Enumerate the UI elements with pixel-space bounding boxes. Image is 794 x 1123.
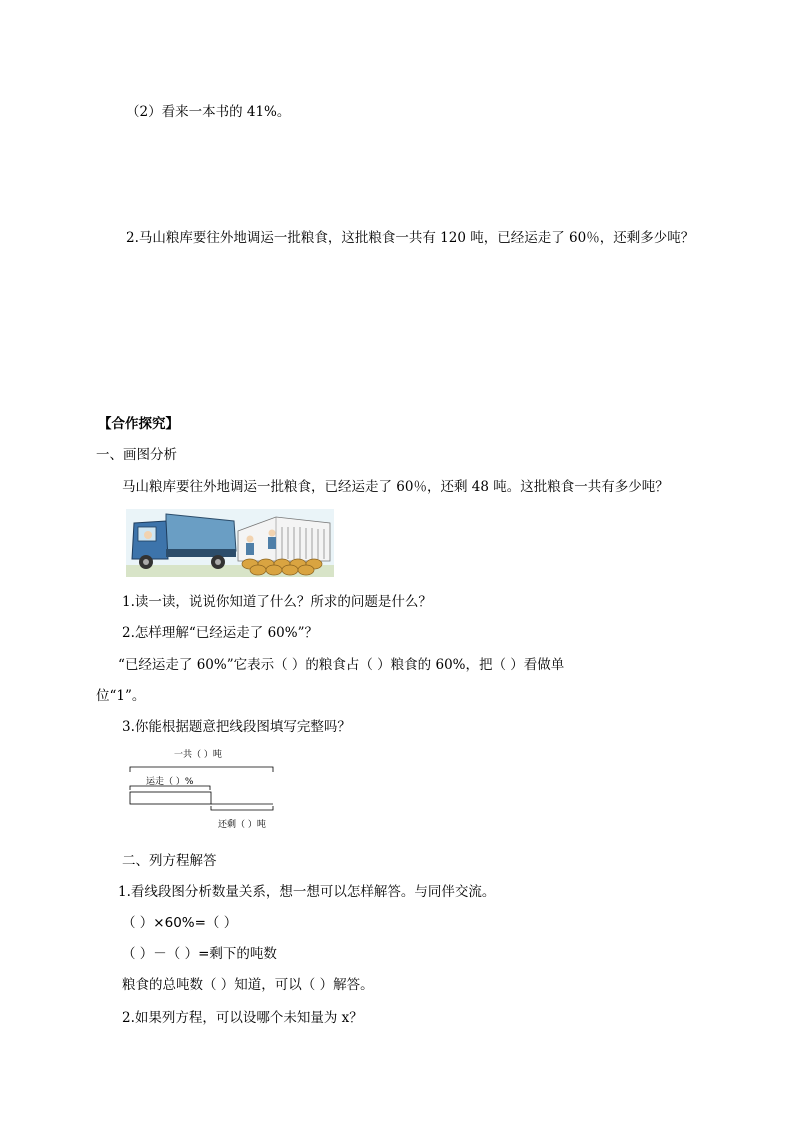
part-2-title: 二、列方程解答 [122,853,217,869]
truck-warehouse-illustration [126,509,334,577]
item-2-text: （2）看来一本书的 41%。 [126,104,291,120]
diagram-total-label: 一共（ ）吨 [174,750,222,760]
diagram-moved-label: 运走（ ）% [146,777,194,787]
diagram-remain-label: 还剩（ ）吨 [218,820,266,830]
equation-2: （ ）－（ ）=剩下的吨数 [122,946,277,962]
question-2-fill-line-1: “已经运走了 60%”它表示（ ）的粮食占（ ）粮食的 60%，把（ ）看做单 [118,657,565,673]
segment-diagram [126,748,286,838]
question-1: 1.读一读，说说你知道了什么？所求的问题是什么？ [122,594,432,610]
part-2-question-2: 2.如果列方程，可以设哪个未知量为 x？ [122,1010,363,1026]
question-3: 3.你能根据题意把线段图填写完整吗？ [122,719,351,735]
question-2-fill-line-2: 位“1”。 [96,688,146,704]
equation-1: （ ）×60%=（ ） [122,915,238,931]
problem-2-text: 2.马山粮库要往外地调运一批粮食，这批粮食一共有 120 吨，已经运走了 60％，还剩多少吨？ [126,230,695,246]
section-heading: 【合作探究】 [98,416,179,432]
part-1-title: 一、画图分析 [96,447,177,463]
part-2-question-1: 1.看线段图分析数量关系，想一想可以怎样解答。与同伴交流。 [118,884,496,900]
equation-3: 粮食的总吨数（ ）知道，可以（ ）解答。 [122,977,374,993]
question-2: 2.怎样理解“已经运走了 60%”？ [122,625,318,641]
explore-problem: 马山粮库要往外地调运一批粮食，已经运走了 60％，还剩 48 吨。这批粮食一共有多少吨？ [122,479,669,495]
